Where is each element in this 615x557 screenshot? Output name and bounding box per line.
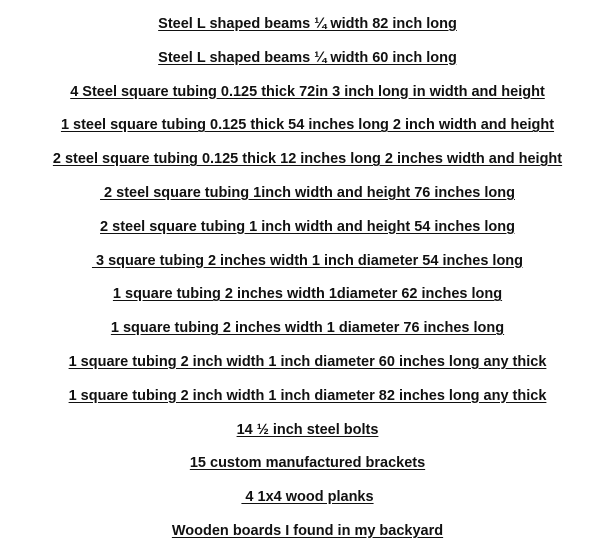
list-item: 4 1x4 wood planks [241,489,374,506]
list-item: 1 square tubing 2 inch width 1 inch diameter 82 inches long any thick [68,387,547,404]
list-item: 2 steel square tubing 0.125 thick 12 inches long 2 inches width and height [52,151,563,168]
list-item: Wooden boards I found in my backyard [171,522,444,539]
list-item: 1 square tubing 2 inches width 1diameter 62 inches long [112,286,503,303]
list-item: 2 steel square tubing 1inch width and height 76 inches long [100,184,515,201]
list-item: Steel L shaped beams ¼ width 82 inch long [158,16,457,32]
list-item: 14 ½ inch steel bolts [236,421,379,438]
list-item: 3 square tubing 2 inches width 1 inch diameter 54 inches long [91,252,524,269]
list-item: 1 square tubing 2 inches width 1 diameter 76 inches long [110,320,505,337]
list-item: 1 steel square tubing 0.125 thick 54 inches long 2 inch width and height [60,117,555,134]
list-item: 2 steel square tubing 1 inch width and height 54 inches long [100,218,515,235]
list-item: 15 custom manufactured brackets [189,455,426,472]
list-item: 4 Steel square tubing 0.125 thick 72in 3 inch long in width and height [70,83,545,100]
list-item: 1 square tubing 2 inch width 1 inch diameter 60 inches long any thick [68,353,547,370]
list-item: Steel L shaped beams ¼ width 60 inch long [158,49,457,66]
